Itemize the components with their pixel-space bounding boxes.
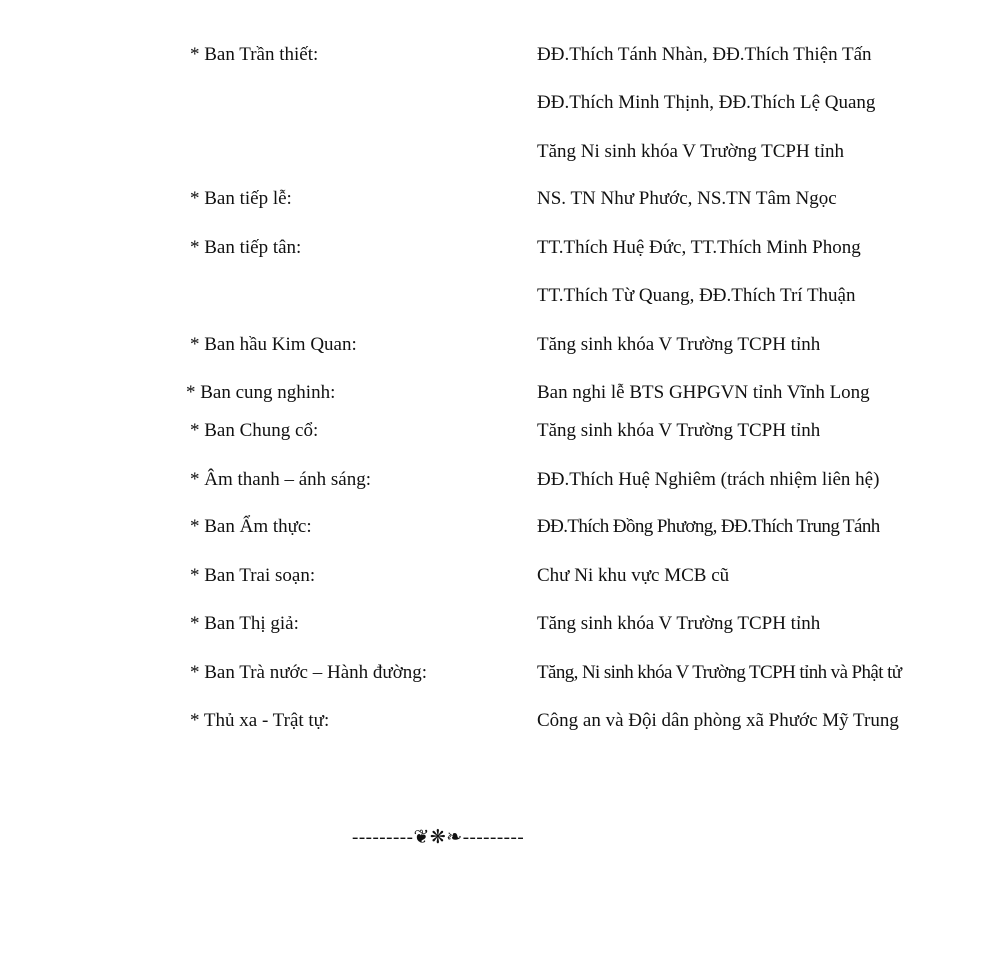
role-label: * Ban Thị giả: bbox=[190, 613, 299, 634]
assignee-text: ĐĐ.Thích Minh Thịnh, ĐĐ.Thích Lệ Quang bbox=[537, 92, 876, 113]
assignee-text: ĐĐ.Thích Huệ Nghiêm (trách nhiệm liên hệ) bbox=[537, 469, 880, 490]
role-label: * Ban Trần thiết: bbox=[190, 44, 319, 65]
role-label: * Ban hầu Kim Quan: bbox=[190, 334, 357, 355]
section-divider: ---------❦❋❧--------- bbox=[352, 827, 525, 848]
assignee-text: ĐĐ.Thích Tánh Nhàn, ĐĐ.Thích Thiện Tấn bbox=[537, 44, 872, 65]
role-label: * Ban tiếp tân: bbox=[190, 237, 302, 258]
roster-row bbox=[0, 514, 1000, 540]
role-label: * Ban Trà nước – Hành đường: bbox=[190, 662, 428, 683]
roster-row bbox=[0, 708, 1000, 734]
roster-row bbox=[0, 186, 1000, 212]
assignee-text: Công an và Đội dân phòng xã Phước Mỹ Trung bbox=[537, 710, 899, 731]
roster-row bbox=[0, 467, 1000, 493]
assignee-text: Tăng Ni sinh khóa V Trường TCPH tỉnh bbox=[537, 141, 844, 162]
roster-row bbox=[0, 139, 1000, 165]
role-label: * Ban tiếp lễ: bbox=[190, 188, 292, 209]
assignee-text: Tăng sinh khóa V Trường TCPH tỉnh bbox=[537, 334, 821, 355]
role-label: * Ban Trai soạn: bbox=[190, 565, 316, 586]
role-label: * Ban cung nghinh: bbox=[186, 382, 336, 403]
roster-row bbox=[0, 611, 1000, 637]
roster-row bbox=[0, 332, 1000, 358]
assignee-text: Tăng sinh khóa V Trường TCPH tỉnh bbox=[537, 420, 821, 441]
assignee-text: Chư Ni khu vực MCB cũ bbox=[537, 565, 730, 586]
roster-row bbox=[0, 563, 1000, 589]
assignee-text: ĐĐ.Thích Đồng Phương, ĐĐ.Thích Trung Tánh bbox=[537, 516, 880, 537]
roster-row bbox=[0, 235, 1000, 261]
roster-row bbox=[0, 42, 1000, 68]
roster-row bbox=[0, 660, 1000, 686]
role-label: * Ban Chung cổ: bbox=[190, 420, 319, 441]
assignee-text: Tăng, Ni sinh khóa V Trường TCPH tỉnh và Phật tử bbox=[537, 662, 902, 683]
assignee-text: NS. TN Như Phước, NS.TN Tâm Ngọc bbox=[537, 188, 837, 209]
role-label: * Âm thanh – ánh sáng: bbox=[190, 469, 372, 490]
role-label: * Thủ xa - Trật tự: bbox=[190, 710, 330, 731]
roster-row bbox=[0, 90, 1000, 116]
roster-row bbox=[0, 418, 1000, 444]
assignee-text: Tăng sinh khóa V Trường TCPH tỉnh bbox=[537, 613, 821, 634]
roster-row bbox=[0, 380, 1000, 406]
assignee-text: TT.Thích Huệ Đức, TT.Thích Minh Phong bbox=[537, 237, 861, 258]
assignee-text: TT.Thích Từ Quang, ĐĐ.Thích Trí Thuận bbox=[537, 285, 856, 306]
assignee-text: Ban nghi lễ BTS GHPGVN tỉnh Vĩnh Long bbox=[537, 382, 870, 403]
roster-row bbox=[0, 283, 1000, 309]
role-label: * Ban Ẩm thực: bbox=[190, 516, 312, 537]
